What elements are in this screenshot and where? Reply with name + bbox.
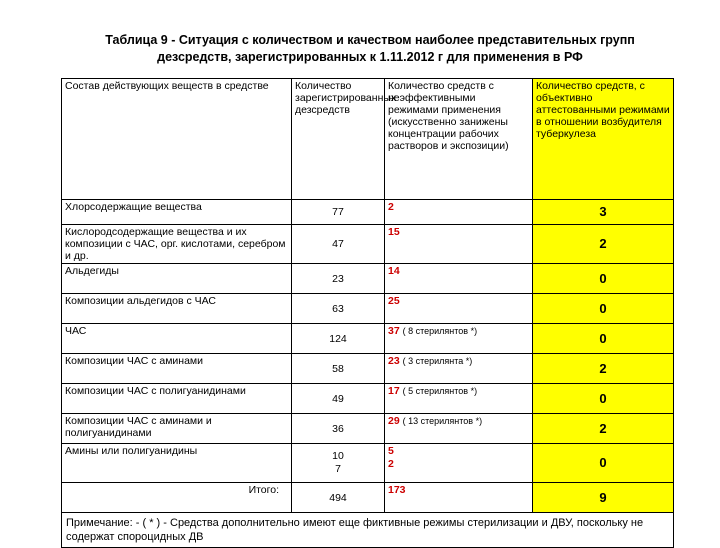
table-row — [62, 324, 674, 354]
row-ineffective — [385, 354, 533, 384]
row-tb: 0 — [533, 264, 674, 294]
total-ineffective-value: 173 — [388, 484, 406, 496]
ineffective-value: 23 — [388, 355, 400, 367]
total-row — [62, 483, 674, 513]
table-row — [62, 384, 674, 414]
row-name: Композиции альдегидов с ЧАС — [62, 294, 292, 324]
row-count: 77 — [292, 200, 385, 225]
ineffective-value: 29 — [388, 415, 400, 427]
total-tb: 9 — [533, 483, 674, 513]
sterilant-note: ( 8 стерилянтов *) — [402, 326, 478, 336]
table-row — [62, 354, 674, 384]
row-ineffective — [385, 414, 533, 444]
row-count: 36 — [292, 414, 385, 444]
total-count: 494 — [292, 483, 385, 513]
sterilant-note: ( 13 стерилянтов *) — [402, 416, 483, 426]
row-tb: 0 — [533, 444, 674, 483]
row-ineffective — [385, 225, 533, 264]
row-tb: 0 — [533, 324, 674, 354]
header-registered: Количество зарегистрированных дезсредств — [292, 79, 385, 200]
row-count: 63 — [292, 294, 385, 324]
table-row — [62, 294, 674, 324]
row-count: 58 — [292, 354, 385, 384]
row-name: Альдегиды — [62, 264, 292, 294]
row-tb: 0 — [533, 384, 674, 414]
row-name: Хлорсодержащие вещества — [62, 200, 292, 225]
row-ineffective — [385, 264, 533, 294]
row-count: 49 — [292, 384, 385, 414]
header-tb-certified: Количество средств, с объективно аттестованными режимами в отношении возбудителя туберкулеза — [533, 79, 674, 200]
row-count: 47 — [292, 225, 385, 264]
header-row — [62, 79, 674, 200]
row-tb: 3 — [533, 200, 674, 225]
row-ineffective — [385, 444, 533, 483]
count-b: 7 — [335, 463, 341, 475]
row-ineffective — [385, 384, 533, 414]
ineffective-value: 14 — [388, 265, 400, 277]
ineffective-value: 17 — [388, 385, 400, 397]
row-name: Композиции ЧАС с полигуанидинами — [62, 384, 292, 414]
footnote: Примечание: - ( * ) - Средства дополнительно имеют еще фиктивные режимы стерилизации и ДВУ, поскольку не содержат спороцидных ДВ — [62, 513, 674, 548]
row-count: 23 — [292, 264, 385, 294]
row-name: ЧАС — [62, 324, 292, 354]
row-tb: 2 — [533, 354, 674, 384]
note-row — [62, 513, 674, 548]
total-ineffective — [385, 483, 533, 513]
row-ineffective — [385, 200, 533, 225]
data-table — [61, 78, 674, 548]
row-tb: 2 — [533, 414, 674, 444]
row-name: Кислородсодержащие вещества и их композиции с ЧАС, орг. кислотами, серебром и др. — [62, 225, 292, 264]
table-title — [40, 32, 700, 66]
header-ineffective: Количество средств с неэффективными режимами применения (искусственно занижены концентрации рабочих растворов и экспозиции) — [385, 79, 533, 200]
table-row — [62, 444, 674, 483]
row-count: 124 — [292, 324, 385, 354]
table-row — [62, 200, 674, 225]
sterilant-note: ( 5 стерилянтов *) — [402, 386, 478, 396]
ineffective-value: 15 — [388, 226, 400, 238]
row-tb: 2 — [533, 225, 674, 264]
header-composition: Состав действующих веществ в средстве — [62, 79, 292, 200]
sterilant-note: ( 3 стерилянта *) — [402, 356, 473, 366]
row-name: Амины или полигуанидины — [62, 444, 292, 483]
ineffective-a: 5 — [388, 445, 394, 457]
table-row — [62, 225, 674, 264]
ineffective-value: 2 — [388, 201, 394, 213]
title-line-2: дезсредств, зарегистрированных к 1.11.2012 г для применения в РФ — [157, 50, 583, 64]
table-row — [62, 264, 674, 294]
row-count — [292, 444, 385, 483]
title-line-1: Таблица 9 - Ситуация с количеством и качеством наиболее представительных групп — [105, 33, 635, 47]
table-row — [62, 414, 674, 444]
row-ineffective — [385, 294, 533, 324]
row-tb: 0 — [533, 294, 674, 324]
ineffective-value: 37 — [388, 325, 400, 337]
total-label: Итого: — [62, 483, 292, 513]
count-a: 10 — [332, 450, 344, 462]
row-name: Композиции ЧАС с аминами — [62, 354, 292, 384]
row-ineffective — [385, 324, 533, 354]
ineffective-value: 25 — [388, 295, 400, 307]
row-name: Композиции ЧАС с аминами и полигуанидинами — [62, 414, 292, 444]
ineffective-b: 2 — [388, 458, 394, 470]
